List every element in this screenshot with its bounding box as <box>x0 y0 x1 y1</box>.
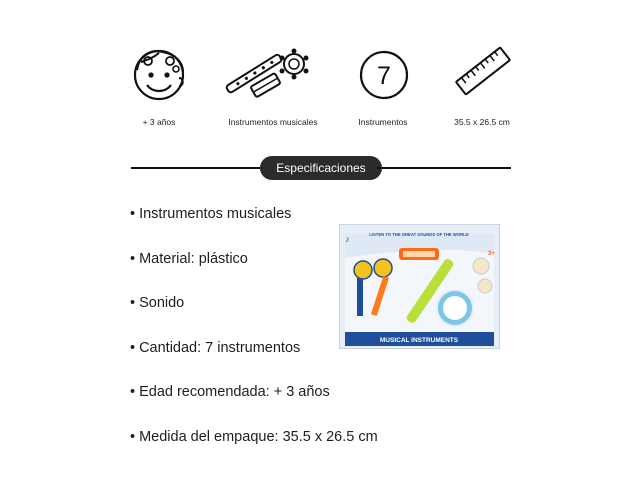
bullet: • <box>130 295 136 311</box>
bullet: • <box>130 340 136 356</box>
bullet: • <box>130 206 136 222</box>
music-note-icon: ♪ <box>345 234 350 244</box>
section-title: Especificaciones <box>260 156 382 180</box>
spec-text: Edad recomendada: + 3 años <box>139 384 330 400</box>
feature-size-label: 35.5 x 26.5 cm <box>454 117 510 127</box>
spec-item <box>130 295 184 311</box>
box-banner-text: LISTEN TO THE GREAT SOUNDS OF THE WORLD <box>369 232 469 237</box>
divider-right <box>377 167 511 169</box>
product-box-image <box>339 224 500 349</box>
spec-text: Material: plástico <box>139 251 248 267</box>
divider-left <box>131 167 265 169</box>
count-number: 7 <box>377 62 391 90</box>
spec-item <box>130 384 330 400</box>
spec-item <box>130 251 248 267</box>
spec-item <box>130 206 291 222</box>
spec-item <box>130 340 300 356</box>
spec-text: Medida del empaque: 35.5 x 26.5 cm <box>139 429 378 445</box>
bullet: • <box>130 384 136 400</box>
age-badge: 3+ <box>488 251 495 257</box>
feature-count-label: Instrumentos <box>358 117 408 127</box>
feature-instruments-label: Instrumentos musicales <box>228 117 318 127</box>
feature-age-label: + 3 años <box>142 117 176 127</box>
ruler-icon <box>454 44 512 98</box>
box-title: MUSICAL INSTRUMENTS <box>379 337 459 344</box>
number-seven-circle-icon <box>358 49 410 101</box>
spec-text: Instrumentos musicales <box>139 206 292 222</box>
flute-harmonica-tambourine-icon <box>222 42 314 104</box>
spec-item <box>130 429 378 445</box>
spec-text: Cantidad: 7 instrumentos <box>139 340 301 356</box>
child-face-icon <box>129 44 189 102</box>
spec-text: Sonido <box>139 295 185 311</box>
bullet: • <box>130 251 136 267</box>
bullet: • <box>130 429 136 445</box>
